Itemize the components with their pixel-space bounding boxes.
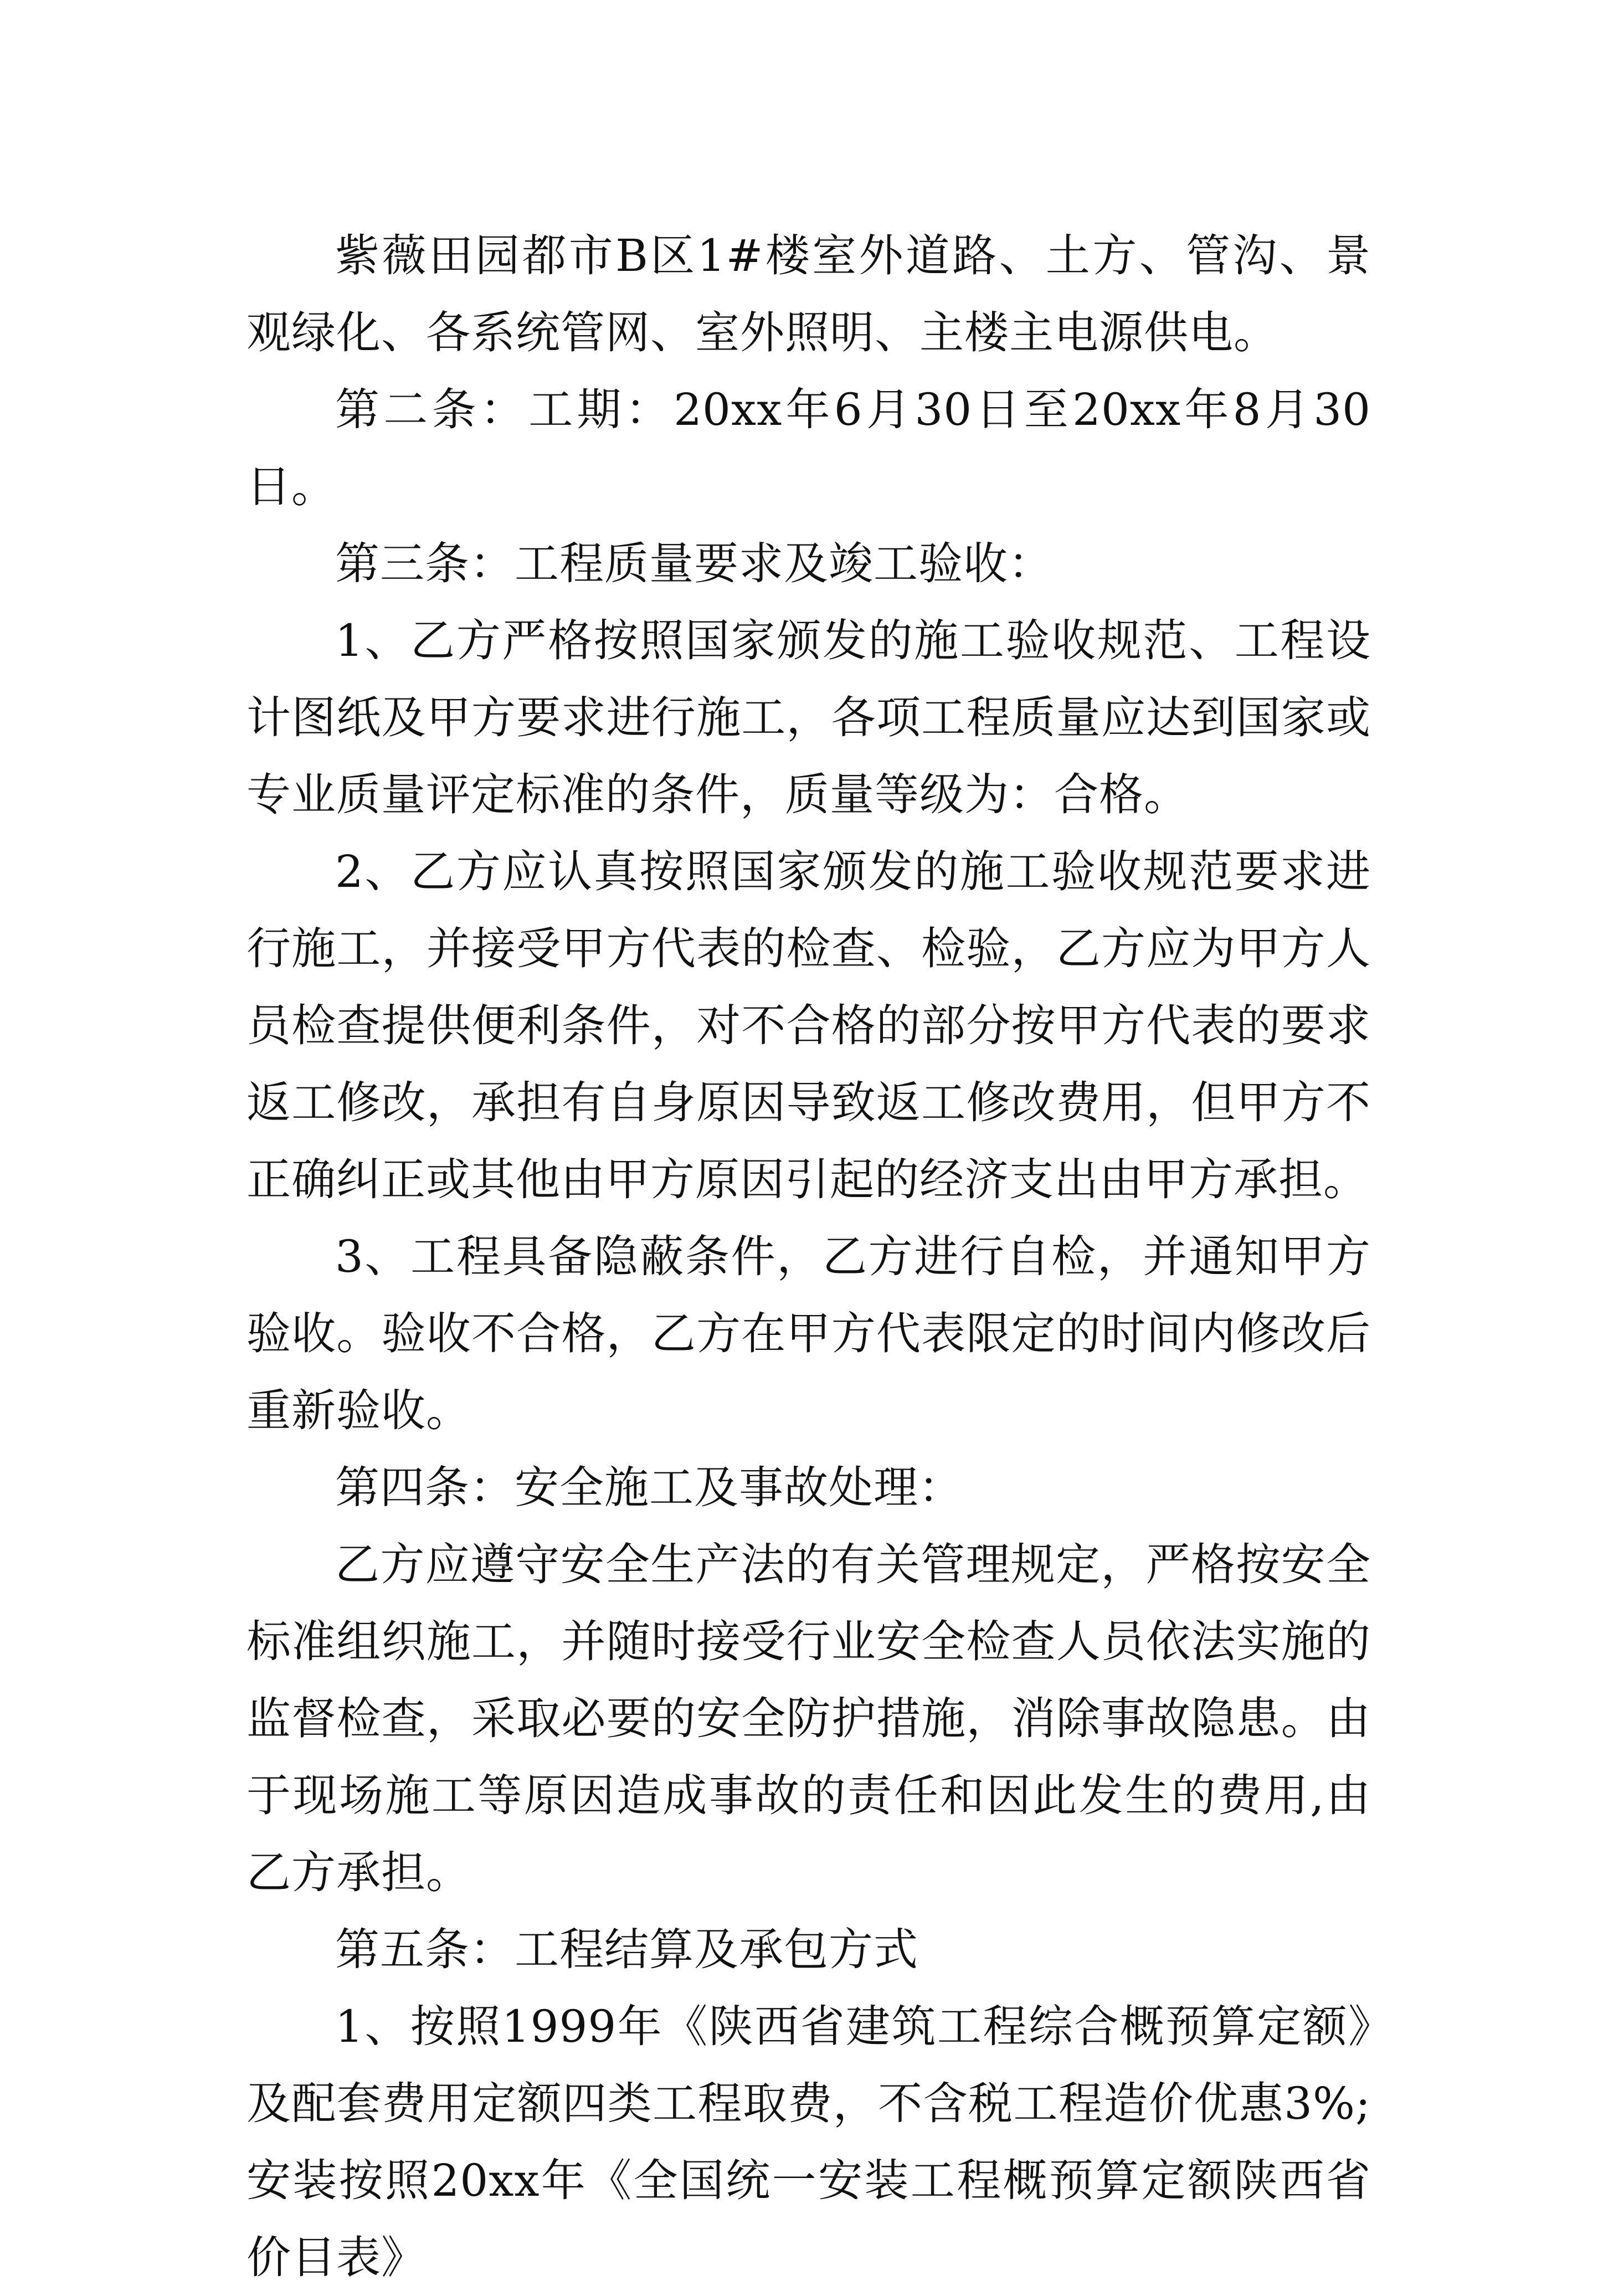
paragraph-article-4-heading: 第四条：安全施工及事故处理： — [335, 1462, 963, 1513]
paragraph-article-2-duration: 第二条：工期：20xx年6月30日至20xx年8月30日。 — [246, 384, 1371, 512]
paragraph-article-5-item-1: 1、按照1999年《陕西省建筑工程综合概预算定额》及配套费用定额四类工程取费，不含税工程造价优惠3%;安装按照20xx年《全国统一安装工程概预算定额陕西省价目表》 — [246, 2001, 1371, 2283]
document-body — [246, 217, 1371, 2296]
paragraph-article-3-item-3: 3、工程具备隐蔽条件，乙方进行自检，并通知甲方验收。验收不合格，乙方在甲方代表限定的时间内修改后重新验收。 — [246, 1231, 1371, 1436]
paragraph-article-5-heading: 第五条：工程结算及承包方式 — [335, 1924, 918, 1975]
paragraph-article-3-item-1: 1、乙方严格按照国家颁发的施工验收规范、工程设计图纸及甲方要求进行施工，各项工程质量应达到国家或专业质量评定标准的条件，质量等级为：合格。 — [246, 615, 1371, 820]
paragraph-article-3-item-2: 2、乙方应认真按照国家颁发的施工验收规范要求进行施工，并接受甲方代表的检查、检验，乙方应为甲方人员检查提供便利条件，对不合格的部分按甲方代表的要求返工修改，承担有自身原因导致返工修改费用，但甲方不正确纠正或其他由甲方原因引起的经济支出由甲方承担。 — [246, 846, 1371, 1205]
paragraph-article-4-body: 乙方应遵守安全生产法的有关管理规定，严格按安全标准组织施工，并随时接受行业安全检查人员依法实施的监督检查，采取必要的安全防护措施，消除事故隐患。由于现场施工等原因造成事故的责任和因此发生的费用,由乙方承担。 — [246, 1539, 1371, 1898]
paragraph-article-3-heading: 第三条：工程质量要求及竣工验收： — [335, 538, 1053, 589]
paragraph-scope: 紫薇田园都市B区1#楼室外道路、土方、管沟、景观绿化、各系统管网、室外照明、主楼主电源供电。 — [246, 230, 1371, 358]
